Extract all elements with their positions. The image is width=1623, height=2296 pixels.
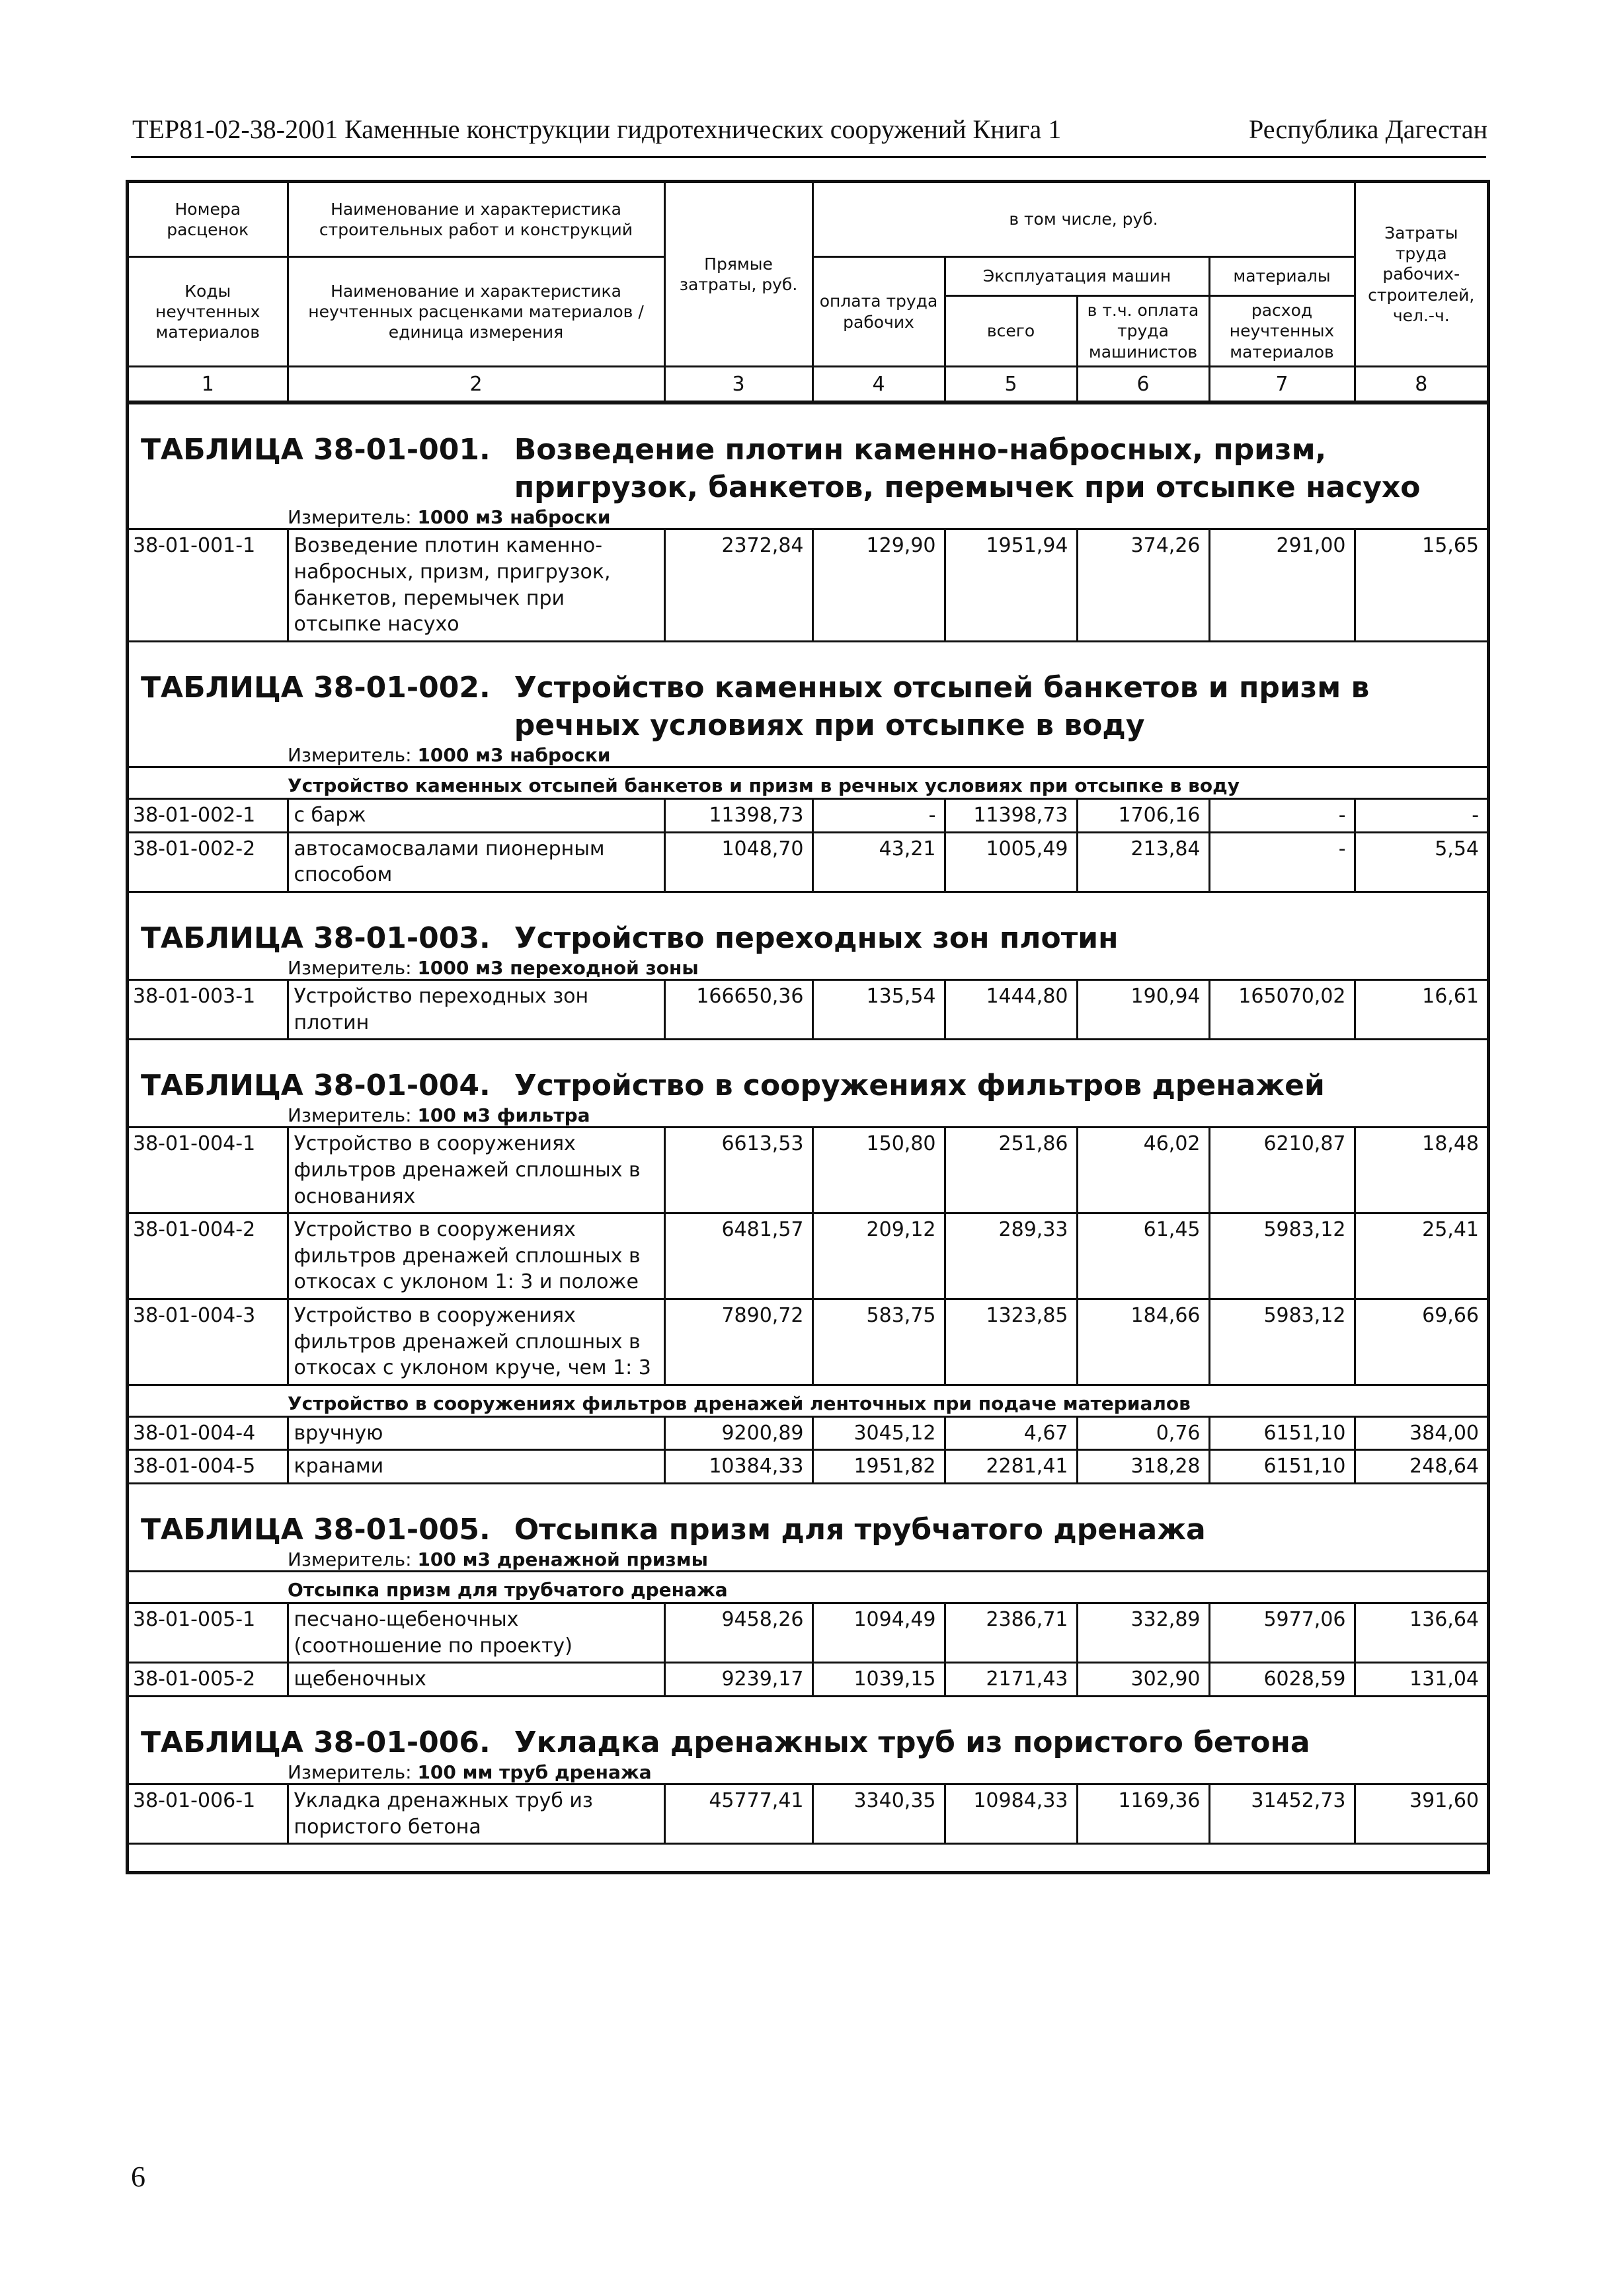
value-mat: 5977,06 [1209, 1603, 1355, 1663]
rate-code: 38-01-001-1 [129, 529, 288, 641]
column-number: 5 [945, 367, 1077, 403]
table-end-cell [129, 1844, 1487, 1872]
value-wages: 1951,82 [812, 1450, 945, 1484]
col-header-operator-wages: в т.ч. оплата труда машинистов [1077, 296, 1209, 367]
rate-code: 38-01-004-3 [129, 1299, 288, 1385]
measure-cell [288, 957, 1487, 980]
section-table-label: ТАБЛИЦА 38-01-003. [141, 921, 491, 955]
col-header-material-consumption: расход неучтенных материалов [1209, 296, 1355, 367]
work-name: песчано-щебеночных (соотношение по проекту) [288, 1603, 664, 1663]
measure-value: 100 м3 фильтра [417, 1104, 590, 1127]
group-subtitle: Устройство в сооружениях фильтров дренажей ленточных при подаче материалов [288, 1385, 1487, 1416]
value-mach-wages: 213,84 [1077, 832, 1209, 892]
measure-label: Измеритель: [288, 1104, 412, 1127]
work-name: Укладка дренажных труб из пористого бетона [288, 1784, 664, 1844]
section-title-cell [129, 1040, 1487, 1105]
rates-table [129, 183, 1487, 1871]
col-header-direct-costs: Прямые затраты, руб. [664, 183, 812, 367]
col-header-materials: материалы [1209, 257, 1355, 296]
value-direct: 11398,73 [664, 799, 812, 833]
measure-value: 100 м3 дренажной призмы [417, 1549, 708, 1571]
measure-spacer [129, 1549, 288, 1572]
value-mat: 6028,59 [1209, 1663, 1355, 1697]
table-row [129, 1299, 1487, 1385]
table-section-title-row [129, 892, 1487, 957]
table-end-spacer [129, 1844, 1487, 1872]
value-labor: 15,65 [1355, 529, 1487, 641]
table-row [129, 832, 1487, 892]
rate-code: 38-01-002-2 [129, 832, 288, 892]
value-direct: 10384,33 [664, 1450, 812, 1484]
value-mach-wages: 61,45 [1077, 1213, 1209, 1299]
column-number-row [129, 367, 1487, 403]
measure-cell [288, 1104, 1487, 1128]
col-header-including: в том числе, руб. [812, 183, 1355, 257]
col-header-work-name: Наименование и характеристика строительных работ и конструкций [288, 183, 664, 257]
value-labor: 5,54 [1355, 832, 1487, 892]
rate-code: 38-01-004-5 [129, 1450, 288, 1484]
rate-code: 38-01-004-4 [129, 1416, 288, 1450]
section-table-description: Устройство каменных отсыпей банкетов и призм в речных условиях при отсыпке в воду [514, 670, 1370, 742]
value-mat: - [1209, 799, 1355, 833]
rate-code: 38-01-004-2 [129, 1213, 288, 1299]
value-direct: 9200,89 [664, 1416, 812, 1450]
group-subtitle-row [129, 1572, 1487, 1603]
section-table-label: ТАБЛИЦА 38-01-002. [141, 670, 491, 705]
column-number: 4 [812, 367, 945, 403]
value-direct: 45777,41 [664, 1784, 812, 1844]
section-title [129, 404, 1487, 506]
section-table-description: Устройство переходных зон плотин [514, 921, 1119, 955]
measure-spacer [129, 1761, 288, 1784]
value-labor: 248,64 [1355, 1450, 1487, 1484]
value-direct: 9458,26 [664, 1603, 812, 1663]
value-mach-wages: 190,94 [1077, 980, 1209, 1040]
rates-document [126, 180, 1490, 1874]
measure-cell [288, 744, 1487, 767]
value-mat: 5983,12 [1209, 1213, 1355, 1299]
work-name: щебеночных [288, 1663, 664, 1697]
section-title [129, 893, 1487, 957]
section-title-cell [129, 402, 1487, 506]
section-title-cell [129, 892, 1487, 957]
value-mat: 5983,12 [1209, 1299, 1355, 1385]
rate-code: 38-01-005-1 [129, 1603, 288, 1663]
measure-label: Измеритель: [288, 957, 412, 979]
measure-spacer [129, 1104, 288, 1128]
table-row [129, 529, 1487, 641]
section-table-label: ТАБЛИЦА 38-01-001. [141, 433, 491, 467]
value-mach: 10984,33 [945, 1784, 1077, 1844]
work-name: кранами [288, 1450, 664, 1484]
value-labor: 25,41 [1355, 1213, 1487, 1299]
group-subtitle-row [129, 1385, 1487, 1416]
value-mach-wages: 46,02 [1077, 1128, 1209, 1213]
measure-label: Измеритель: [288, 506, 412, 529]
value-labor: 136,64 [1355, 1603, 1487, 1663]
column-number: 8 [1355, 367, 1487, 403]
measure-label: Измеритель: [288, 1761, 412, 1784]
measure-row [129, 1761, 1487, 1784]
rate-code: 38-01-002-1 [129, 799, 288, 833]
work-name: Устройство переходных зон плотин [288, 980, 664, 1040]
value-mat: 6151,10 [1209, 1450, 1355, 1484]
column-number: 3 [664, 367, 812, 403]
work-name: Устройство в сооружениях фильтров дренажей сплошных в откосах с уклоном круче, чем 1: 3 [288, 1299, 664, 1385]
value-direct: 9239,17 [664, 1663, 812, 1697]
measure-spacer [129, 506, 288, 529]
value-mat: 291,00 [1209, 529, 1355, 641]
measure-row [129, 1104, 1487, 1128]
value-wages: 129,90 [812, 529, 945, 641]
section-title [129, 642, 1487, 744]
subtitle-spacer [129, 767, 288, 799]
table-row [129, 1213, 1487, 1299]
section-table-label: ТАБЛИЦА 38-01-006. [141, 1725, 491, 1759]
work-name: Устройство в сооружениях фильтров дренажей сплошных в основаниях [288, 1128, 664, 1213]
table-row [129, 980, 1487, 1040]
measure-cell [288, 1549, 1487, 1572]
column-number: 2 [288, 367, 664, 403]
value-mach: 2171,43 [945, 1663, 1077, 1697]
table-section-title-row [129, 641, 1487, 744]
value-mach-wages: 0,76 [1077, 1416, 1209, 1450]
col-header-rate-numbers: Номера расценок [129, 183, 288, 257]
col-header-machine-operation: Эксплуатация машин [945, 257, 1209, 296]
measure-label: Измеритель: [288, 1549, 412, 1571]
table-section-title-row [129, 1484, 1487, 1549]
value-mach: 251,86 [945, 1128, 1077, 1213]
value-labor: 18,48 [1355, 1128, 1487, 1213]
running-header-region: Республика Дагестан [1249, 114, 1487, 144]
rate-code: 38-01-004-1 [129, 1128, 288, 1213]
running-header-title: ТЕР81-02-38-2001 Каменные конструкции гидротехнических сооружений Книга 1 [132, 114, 1062, 144]
value-labor: - [1355, 799, 1487, 833]
table-header [129, 183, 1487, 367]
value-wages: 209,12 [812, 1213, 945, 1299]
table-row [129, 799, 1487, 833]
measure-value: 1000 м3 наброски [417, 744, 611, 767]
value-wages: 43,21 [812, 832, 945, 892]
value-mach: 1951,94 [945, 529, 1077, 641]
col-header-machines-total: всего [945, 296, 1077, 367]
value-mach: 1323,85 [945, 1299, 1077, 1385]
table-section-title-row [129, 1040, 1487, 1105]
value-mat: 165070,02 [1209, 980, 1355, 1040]
value-mach-wages: 374,26 [1077, 529, 1209, 641]
section-table-label: ТАБЛИЦА 38-01-004. [141, 1069, 491, 1103]
work-name: с барж [288, 799, 664, 833]
section-table-label: ТАБЛИЦА 38-01-005. [141, 1513, 491, 1547]
column-number: 1 [129, 367, 288, 403]
page-number: 6 [131, 2161, 145, 2193]
table-body [129, 402, 1487, 1871]
value-labor: 131,04 [1355, 1663, 1487, 1697]
measure-row [129, 506, 1487, 529]
value-mach-wages: 332,89 [1077, 1603, 1209, 1663]
table-section-title-row [129, 1696, 1487, 1761]
value-direct: 6613,53 [664, 1128, 812, 1213]
group-subtitle: Отсыпка призм для трубчатого дренажа [288, 1572, 1487, 1603]
value-mach: 4,67 [945, 1416, 1077, 1450]
measure-spacer [129, 744, 288, 767]
col-header-material-name: Наименование и характеристика неучтенных расценками материалов / единица измерения [288, 257, 664, 367]
value-mach-wages: 318,28 [1077, 1450, 1209, 1484]
value-labor: 69,66 [1355, 1299, 1487, 1385]
section-title [129, 1697, 1487, 1761]
table-row [129, 1603, 1487, 1663]
measure-row [129, 1549, 1487, 1572]
section-title-cell [129, 1484, 1487, 1549]
value-wages: 1039,15 [812, 1663, 945, 1697]
value-mach: 289,33 [945, 1213, 1077, 1299]
measure-spacer [129, 957, 288, 980]
value-labor: 384,00 [1355, 1416, 1487, 1450]
value-mat: 31452,73 [1209, 1784, 1355, 1844]
col-header-material-codes: Коды неучтенных материалов [129, 257, 288, 367]
measure-value: 100 мм труб дренажа [417, 1761, 652, 1784]
measure-cell [288, 506, 1487, 529]
measure-label: Измеритель: [288, 744, 412, 767]
header-rule [131, 156, 1486, 158]
value-mach: 1444,80 [945, 980, 1077, 1040]
column-number: 7 [1209, 367, 1355, 403]
value-direct: 1048,70 [664, 832, 812, 892]
value-wages: 583,75 [812, 1299, 945, 1385]
section-title-cell [129, 1696, 1487, 1761]
section-table-description: Отсыпка призм для трубчатого дренажа [514, 1513, 1206, 1547]
column-number: 6 [1077, 367, 1209, 403]
value-wages: - [812, 799, 945, 833]
value-direct: 2372,84 [664, 529, 812, 641]
value-direct: 7890,72 [664, 1299, 812, 1385]
group-subtitle: Устройство каменных отсыпей банкетов и призм в речных условиях при отсыпке в воду [288, 767, 1487, 799]
value-mach-wages: 1169,36 [1077, 1784, 1209, 1844]
value-wages: 135,54 [812, 980, 945, 1040]
value-mat: 6210,87 [1209, 1128, 1355, 1213]
table-row [129, 1663, 1487, 1697]
value-wages: 1094,49 [812, 1603, 945, 1663]
work-name: Устройство в сооружениях фильтров дренажей сплошных в откосах с уклоном 1: 3 и положе [288, 1213, 664, 1299]
value-mach: 2386,71 [945, 1603, 1077, 1663]
measure-cell [288, 1761, 1487, 1784]
measure-value: 1000 м3 наброски [417, 506, 611, 529]
work-name: вручную [288, 1416, 664, 1450]
value-mat: 6151,10 [1209, 1416, 1355, 1450]
value-mach-wages: 184,66 [1077, 1299, 1209, 1385]
value-direct: 166650,36 [664, 980, 812, 1040]
value-mach-wages: 302,90 [1077, 1663, 1209, 1697]
value-mach: 11398,73 [945, 799, 1077, 833]
table-row [129, 1128, 1487, 1213]
col-header-worker-wages: оплата труда рабочих [812, 257, 945, 367]
section-table-description: Устройство в сооружениях фильтров дренажей [514, 1069, 1325, 1103]
rate-code: 38-01-003-1 [129, 980, 288, 1040]
measure-value: 1000 м3 переходной зоны [417, 957, 699, 979]
rate-code: 38-01-005-2 [129, 1663, 288, 1697]
value-labor: 391,60 [1355, 1784, 1487, 1844]
value-wages: 150,80 [812, 1128, 945, 1213]
table-section-title-row [129, 402, 1487, 506]
section-title [129, 1040, 1487, 1104]
table-row [129, 1450, 1487, 1484]
subtitle-spacer [129, 1385, 288, 1416]
value-wages: 3340,35 [812, 1784, 945, 1844]
table-row [129, 1784, 1487, 1844]
section-table-description: Возведение плотин каменно-набросных, призм, пригрузок, банкетов, перемычек при отсыпке насухо [514, 433, 1421, 505]
group-subtitle-row [129, 767, 1487, 799]
subtitle-spacer [129, 1572, 288, 1603]
value-mach: 2281,41 [945, 1450, 1077, 1484]
section-title-cell [129, 641, 1487, 744]
table-row [129, 1416, 1487, 1450]
section-title [129, 1484, 1487, 1549]
work-name: Возведение плотин каменно-набросных, призм, пригрузок, банкетов, перемычек при отсыпке насухо [288, 529, 664, 641]
measure-row [129, 744, 1487, 767]
value-mat: - [1209, 832, 1355, 892]
section-table-description: Укладка дренажных труб из пористого бетона [514, 1725, 1310, 1759]
value-labor: 16,61 [1355, 980, 1487, 1040]
value-wages: 3045,12 [812, 1416, 945, 1450]
value-mach: 1005,49 [945, 832, 1077, 892]
measure-row [129, 957, 1487, 980]
work-name: автосамосвалами пионерным способом [288, 832, 664, 892]
value-direct: 6481,57 [664, 1213, 812, 1299]
value-mach-wages: 1706,16 [1077, 799, 1209, 833]
rate-code: 38-01-006-1 [129, 1784, 288, 1844]
col-header-labor-costs: Затраты труда рабочих-строителей, чел.-ч. [1355, 183, 1487, 367]
